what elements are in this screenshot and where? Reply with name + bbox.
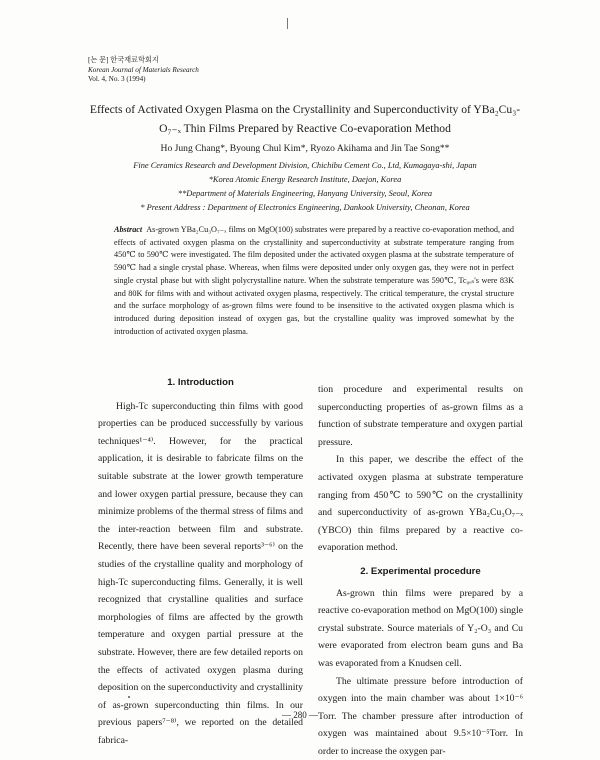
journal-header [88, 56, 199, 85]
affiliation-2: *Korea Atomic Energy Research Institute, Daejon, Korea [40, 175, 570, 184]
title-line-1: Effects of Activated Oxygen Plasma on the Crystallinity and Superconductivity of YBa₂Cu₃- [60, 100, 550, 119]
experimental-paragraph-2: The ultimate pressure before introduction of oxygen into the main chamber was about 1×10⁻⁶ Torr. The chamber pressure after introduction of oxygen was maintained about 9.5×10⁻⁵Torr. In order to increase the oxygen par- [318, 673, 523, 760]
scan-mark [287, 18, 288, 29]
abstract [114, 224, 514, 338]
right-column [318, 381, 523, 760]
affiliation-4: * Present Address : Department of Electronics Engineering, Dankook University, Cheonan, Korea [40, 203, 570, 212]
section-heading-introduction: 1. Introduction [98, 374, 303, 392]
abstract-text: As-grown YBa₂Cu₃O₇₋ₓ films on MgO(100) substrates were prepared by a reactive co-evaporation method, and effects of activated oxygen plasma on the crystallinity and superconductivity at substrate temperature ranging from 450℃ to 590℃ were investigated. The film deposited under the activated oxygen plasma at the substrate temperature of 590℃ had a single crystal phase. Whereas, when films were deposited under only oxygen gas, they were not in perfect single crystal phase but with slight polycrystalline nature. When the substrate temperature was 590℃, Tc₀ₑₛ's were 83K and 80K for films with and without activated oxygen plasma, respectively. The critical temperature, the crystal structure and the surface morphology of as-grown films were found to be insensitive to the activated oxygen plasma which is introduced during deposition instead of oxygen gas, but the crystalline quality was improved somewhat by the introduction of activated oxygen plasma. [114, 225, 514, 336]
intro-paragraph-continued: tion procedure and experimental results on superconducting properties of as-grown films as a function of substrate temperature and oxygen partial pressure. [318, 381, 523, 451]
volume-line: Vol. 4, No. 3 (1994) [88, 75, 199, 85]
page-number: — 280 — [0, 710, 600, 720]
section-heading-experimental: 2. Experimental procedure [318, 563, 523, 581]
affiliation-3: **Department of Materials Engineering, Hanyang University, Seoul, Korea [40, 189, 570, 198]
experimental-paragraph-1: As-grown thin films were prepared by a reactive co-evaporation method on MgO(100) single crystal substrate. Source materials of Y₂-O₃ and Cu were evaporated from electron beam guns and Ba was evaporated from a Knudsen cell. [318, 585, 523, 673]
scan-dot [128, 696, 130, 698]
category-line: [논 문] 한국재료학회지 [88, 56, 199, 66]
affiliation-1: Fine Ceramics Research and Development Division, Chichibu Cement Co., Ltd, Kumagaya-shi, Japan [40, 161, 570, 170]
title-line-2: O₇₋ₓ Thin Films Prepared by Reactive Co-evaporation Method [60, 119, 550, 138]
journal-name: Korean Journal of Materials Research [88, 66, 199, 76]
author-list: Ho Jung Chang*, Byoung Chul Kim*, Ryozo Akihama and Jin Tae Song** [40, 143, 570, 154]
intro-paragraph-1: High-Tc superconducting thin films with good properties can be produced successfully by various techniques¹⁻⁴⁾. However, for the practical application, it is desirable to fabricate films on the suitable substrate at the lower growth temperature and lower oxygen partial pressure, because they can minimize problems of the thermal stress of films and the inter-reaction between film and substrate. Recently, there have been several reports³⁻⁶⁾ on the studies of the crystalline quality and morphology of high-Tc superconducting films. Generally, it is well recognized that crystalline qualities and surface morphologies of films are affected by the growth temperature and oxygen partial pressure at the substrate. However, there are few detailed reports on the effects of activated oxygen plasma during deposition on the superconductivity and crystallinity of as-grown superconducting thin films. In our previous papers⁷⁻⁸⁾, we reported on the detailed fabrica- [98, 398, 303, 750]
paper-title [60, 100, 550, 138]
left-column [98, 374, 303, 749]
intro-paragraph-2: In this paper, we describe the effect of the activated oxygen plasma at substrate temperature ranging from 450℃ to 590℃ on the crystallinity and superconductivity of as-grown YBa₂Cu₃O₇₋ₓ (YBCO) thin films prepared by a reactive co-evaporation method. [318, 451, 523, 557]
abstract-label: Abstract [114, 225, 142, 234]
